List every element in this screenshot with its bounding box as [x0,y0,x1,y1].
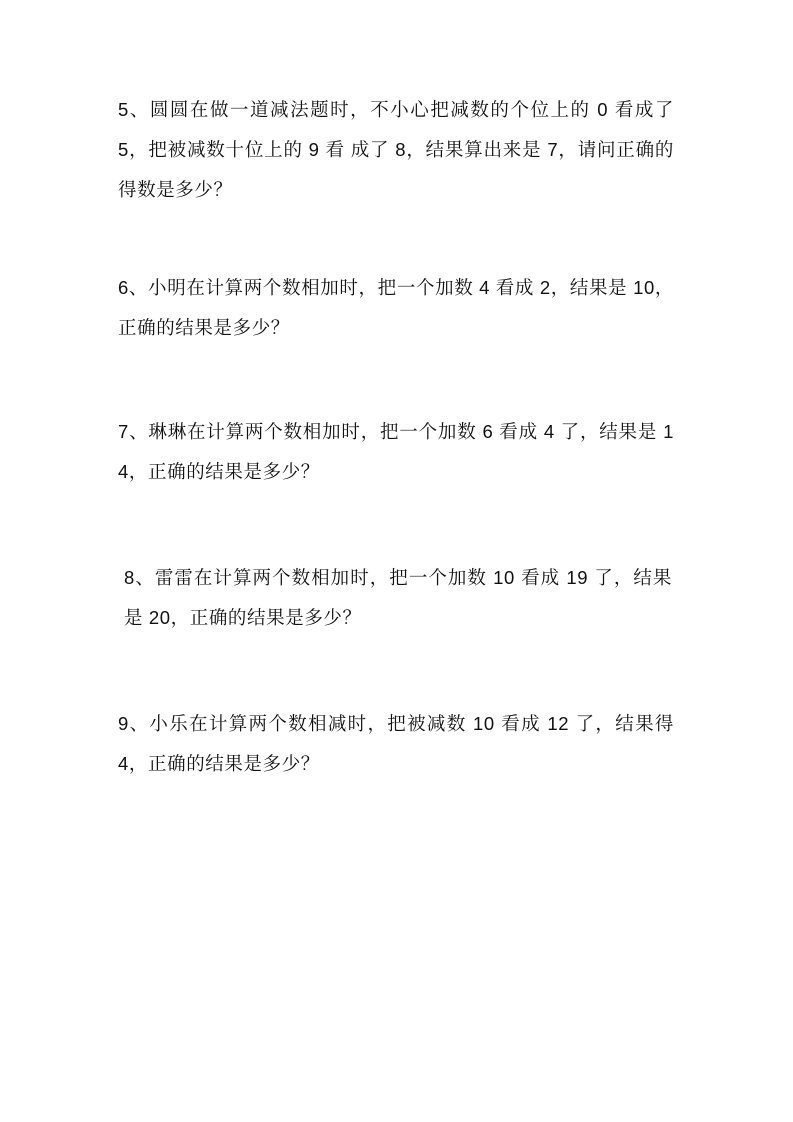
problem-item: 8、雷雷在计算两个数相加时，把一个加数 10 看成 19 了，结果是 20，正确的结果是多少？ [124,567,672,628]
problem-item: 5、圆圆在做一道减法题时，不小心把减数的个位上的 0 看成了 5，把被减数十位上的 9 看 成了 8，结果算出来是 7，请问正确的得数是多少？ [118,99,680,200]
problem-item: 6、小明在计算两个数相加时，把一个加数 4 看成 2，结果是 10，正确的结果是多少？ [118,277,674,338]
problem-list [118,90,678,784]
problem-item: 9、小乐在计算两个数相减时，把被减数 10 看成 12 了，结果得 4，正确的结果是多少？ [118,713,680,774]
problem-item: 7、琳琳在计算两个数相加时，把一个加数 6 看成 4 了，结果是 14，正确的结果是多少？ [118,421,674,482]
